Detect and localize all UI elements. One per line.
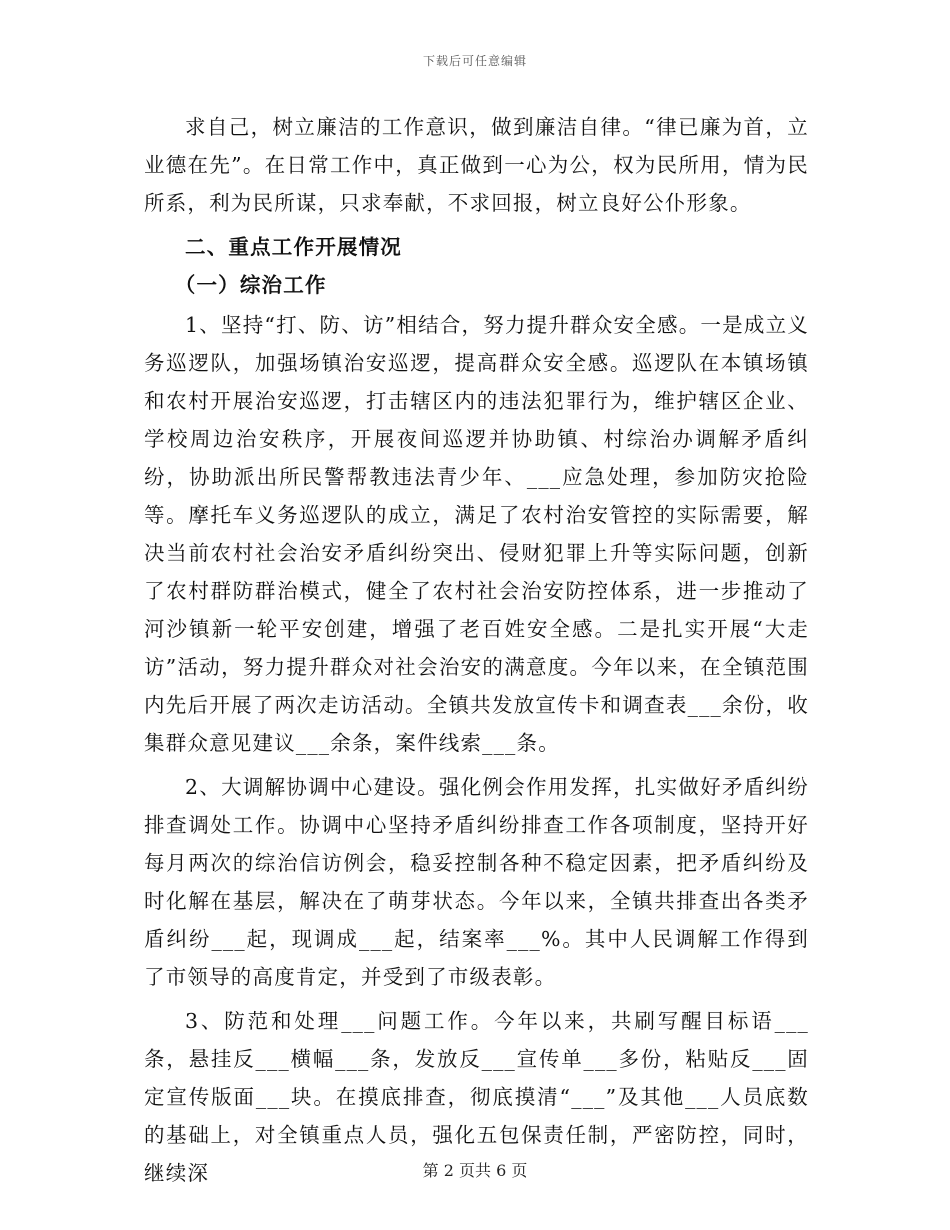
subsection-heading: （一）综治工作 <box>174 273 327 297</box>
paragraph-2: 2、大调解协调中心建设。强化例会作用发挥，扎实做好矛盾纠纷排查调处工作。协调中心坚持矛盾纠纷排查工作各项制度，坚持开好每月两次的综治信访例会，稳妥控制各种不稳定因素，把矛盾纠纷及时化解在基层，解决在了萌芽状态。今年以来，全镇共排查出各类矛盾纠纷___起，现调成___起，结案率___%。其中人民调解工作得到了市领导的高度肯定，并受到了市级表彰。 <box>144 775 809 989</box>
section-heading: 二、重点工作开展情况 <box>185 235 402 259</box>
page-footer: 第 2 页共 6 页 <box>422 1161 528 1180</box>
paragraph-1: 1、坚持“打、防、访”相结合，努力提升群众安全感。一是成立义务巡逻队，加强场镇治安巡逻，提高群众安全感。巡逻队在本镇场镇和农村开展治安巡逻，打击辖区内的违法犯罪行为，维护辖区企业、学校周边治安秩序，开展夜间巡逻并协助镇、村综治办调解矛盾纠纷，协助派出所民警帮教违法青少年、___应急处理，参加防灾抢险等。摩托车义务巡逻队的成立，满足了农村治安管控的实际需要，解决当前农村社会治安矛盾纠纷突出、侵财犯罪上升等实际问题，创新了农村群防群治模式，健全了农村社会治安防控体系，进一步推动了河沙镇新一轮平安创建，增强了老百姓安全感。二是扎实开展“大走访”活动，努力提升群众对社会治安的满意度。今年以来，在全镇范围内先后开展了两次走访活动。全镇共发放宣传卡和调查表___余份，收集群众意见建议___余条，案件线索___条。 <box>144 313 809 755</box>
paragraph-3: 3、防范和处理___问题工作。今年以来，共刷写醒目标语___条，悬挂反___横幅___条，发放反___宣传单___多份，粘贴反___固定宣传版面___块。在摸底排查，彻底摸清“___”及其他___人员底数的基础上，对全镇重点人员，强化五包保责任制，严密防控，同时，继续深 <box>144 1009 809 1185</box>
intro-paragraph: 求自己，树立廉洁的工作意识，做到廉洁自律。“律已廉为首，立业德在先”。在日常工作中，真正做到一心为公，权为民所用，情为民所系，利为民所谋，只求奉献，不求回报，树立良好公仆形象。 <box>144 115 809 215</box>
page-header: 下载后可任意编辑 <box>422 54 527 68</box>
document-body <box>144 108 809 1192</box>
